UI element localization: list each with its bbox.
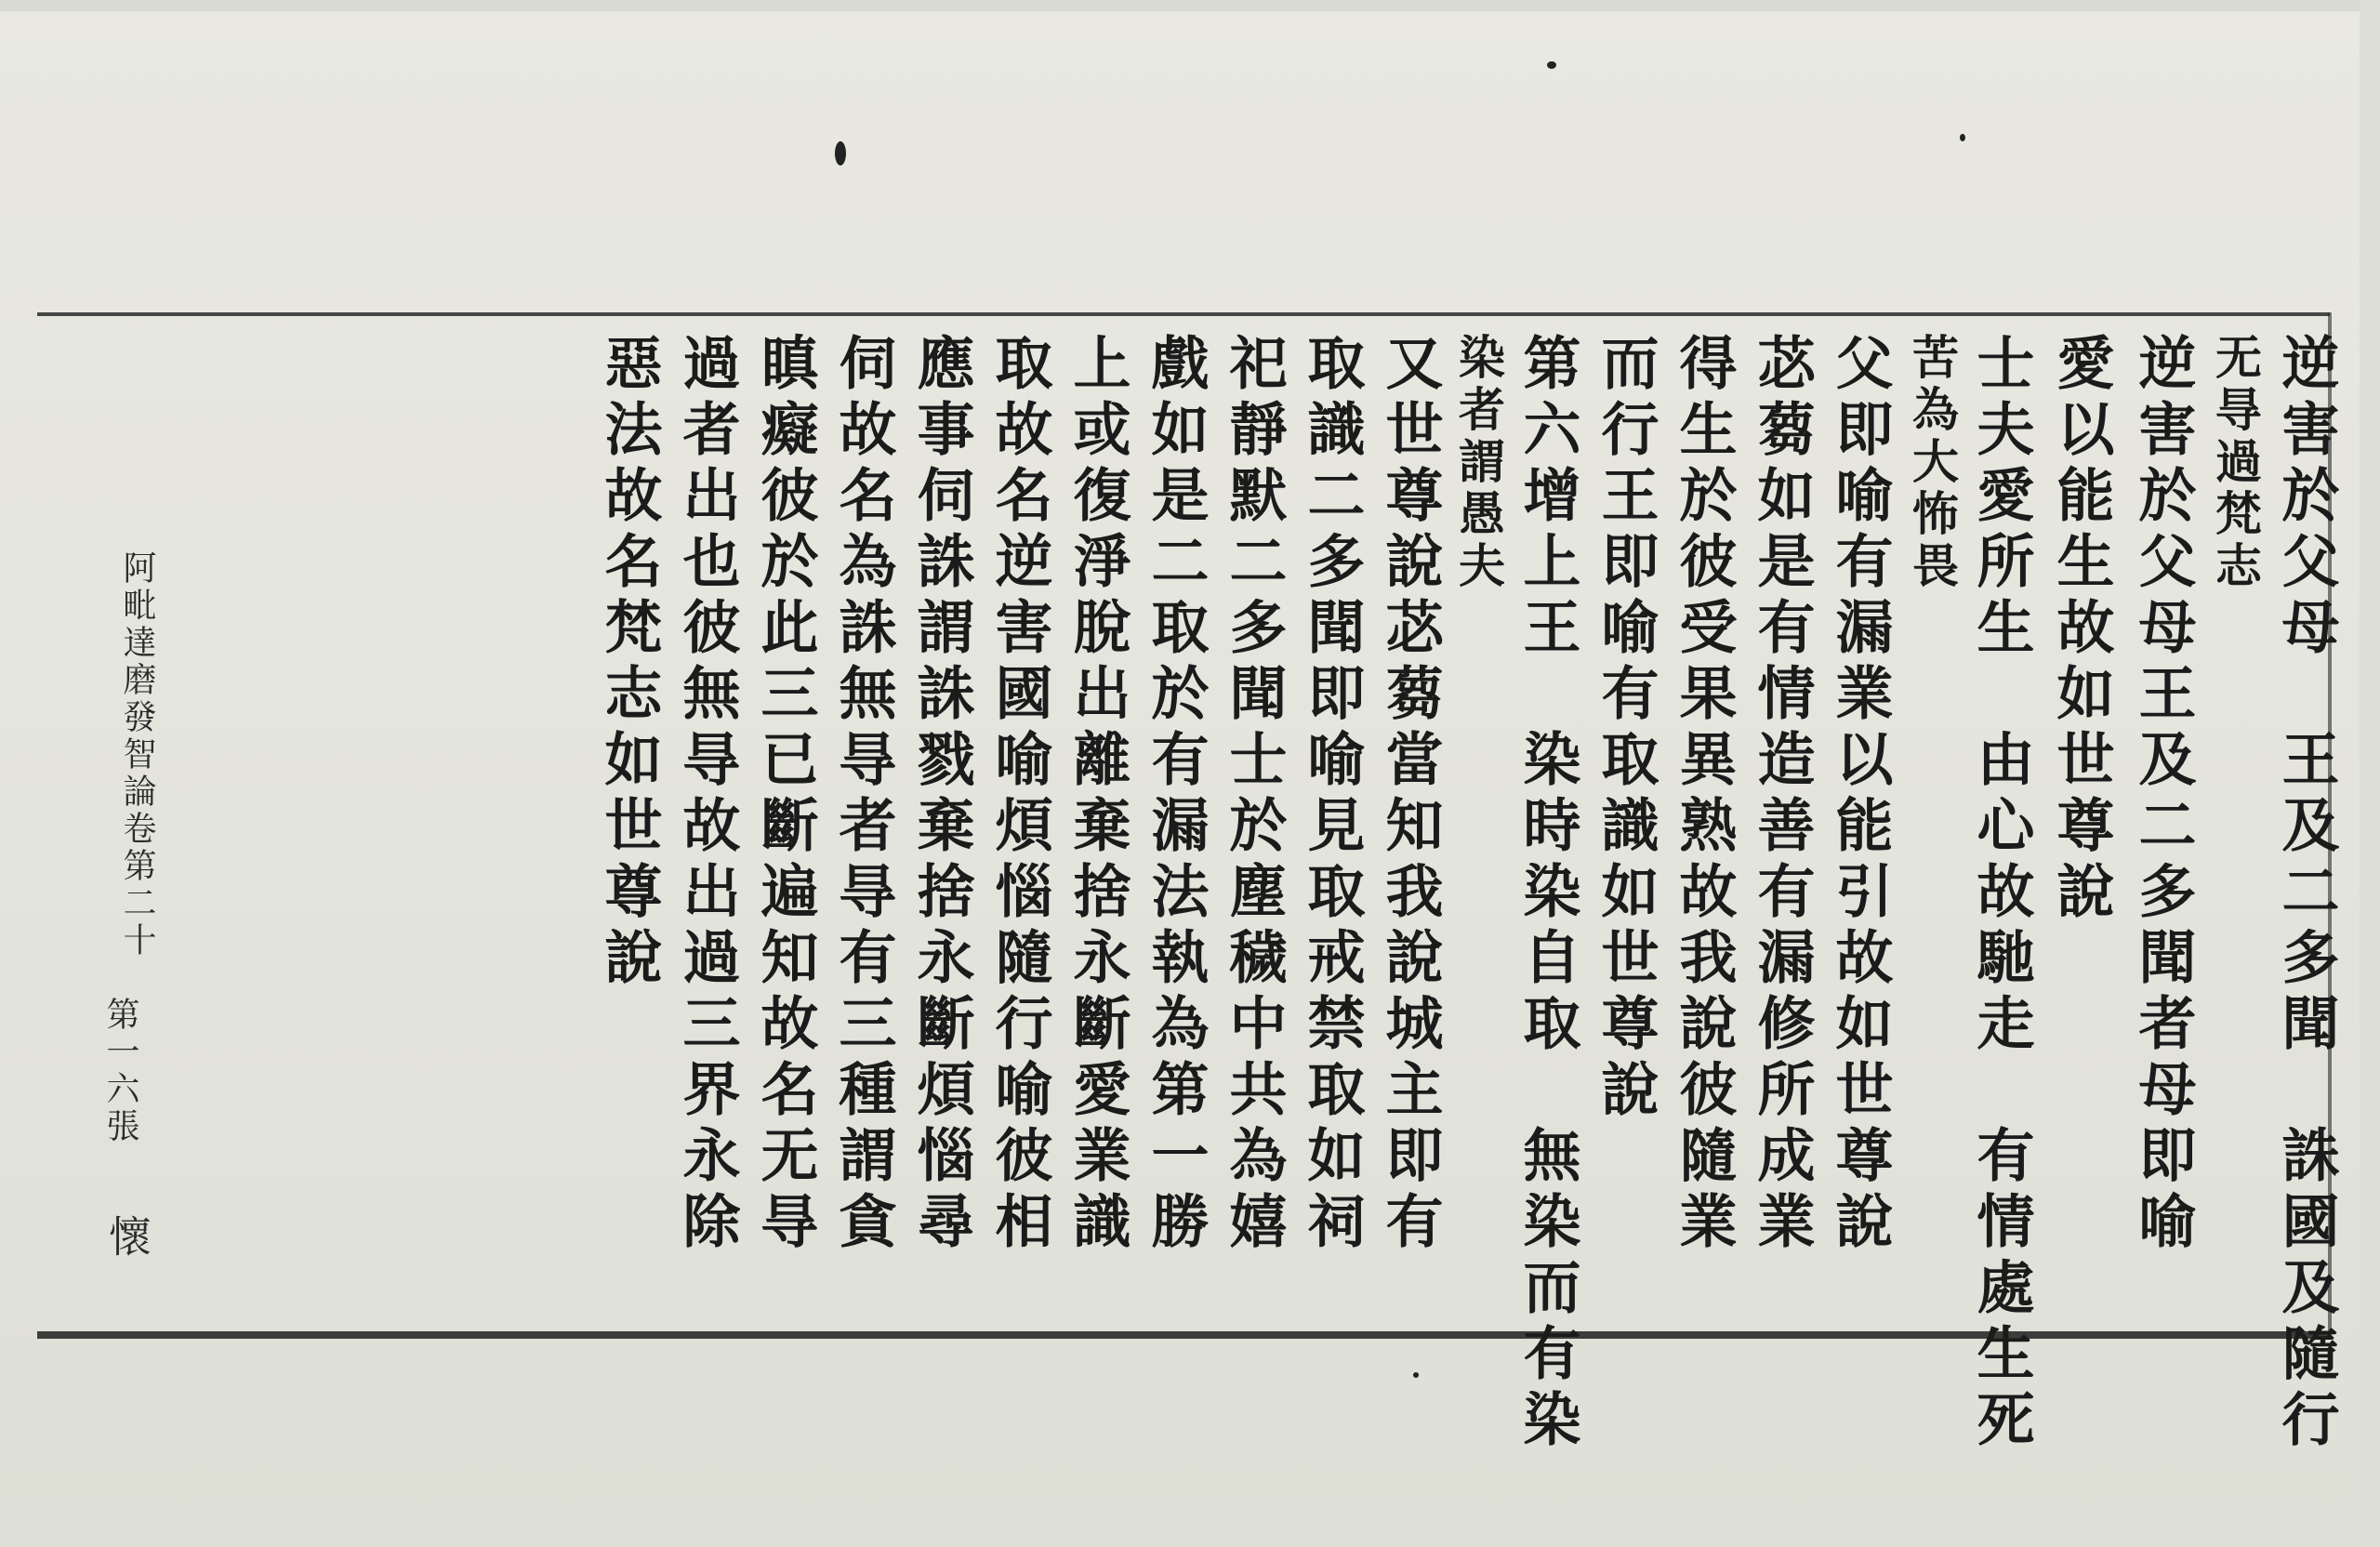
page-right-edge <box>2360 0 2380 1547</box>
text-column-5: 士夫愛所生 由心故馳走 有情處生死 <box>1967 333 2035 1455</box>
ink-spot <box>835 141 846 165</box>
page-top-edge <box>0 0 2380 11</box>
series-mark: 懷 <box>102 1214 152 1257</box>
text-column-21: 瞋癡彼於此三已斷遍知故名无㝵 <box>751 333 819 1257</box>
folio-number: 第一六張 <box>101 997 139 1145</box>
text-column-8: 苾蒭如是有情造善有漏修所成業 <box>1748 333 1816 1257</box>
text-column-17: 上或復淨脫出離棄捨永斷愛業識 <box>1064 333 1131 1257</box>
text-column-13: 又世尊說苾蒭當知我說城主即有 <box>1376 333 1444 1257</box>
text-column-18: 取故名逆害國喻煩惱隨行喻彼相 <box>985 333 1053 1257</box>
text-column-23: 惡法故名梵志如世尊說 <box>595 333 663 993</box>
top-border-rule <box>37 312 2330 316</box>
text-column-22: 過者出也彼無㝵故出過三界永除 <box>673 333 741 1257</box>
text-column-10: 而行王即喻有取識如世尊說 <box>1592 333 1659 1125</box>
text-column-1: 逆害於父母 王及二多聞 誅國及隨行 <box>2272 333 2340 1455</box>
text-column-3: 逆害於父母王及二多聞者母即喻 <box>2129 333 2197 1257</box>
text-column-11: 第六增上王 染時染自取 無染而有染 <box>1514 333 1581 1455</box>
text-column-4: 愛以能生故如世尊說 <box>2047 333 2115 927</box>
text-column-7: 父即喻有漏業以能引故如世尊說 <box>1826 333 1894 1257</box>
text-column-20: 伺故名為誅無㝵者㝵有三種謂貪 <box>829 333 897 1257</box>
text-column-19: 應事伺誅謂誅戮棄捨永斷煩惱尋 <box>907 333 975 1257</box>
ink-spot <box>1960 134 1965 141</box>
text-column-12: 染者謂愚夫 <box>1451 333 1506 593</box>
text-column-15: 祀靜默二多聞士於塵穢中共為嬉 <box>1220 333 1288 1257</box>
volume-title: 阿毗達磨發智論卷第二十 <box>118 550 156 959</box>
text-column-16: 戲如是二取於有漏法執為第一勝 <box>1142 333 1210 1257</box>
ink-spot <box>1547 61 1556 69</box>
text-column-6: 苦為大怖畏 <box>1905 333 1960 593</box>
text-column-14: 取識二多聞即喻見取戒禁取如祠 <box>1298 333 1366 1257</box>
text-column-9: 得生於彼受果異熟故我說彼隨業 <box>1670 333 1738 1257</box>
text-column-2: 无㝵過梵志 <box>2208 333 2263 593</box>
ink-spot <box>1413 1372 1419 1378</box>
